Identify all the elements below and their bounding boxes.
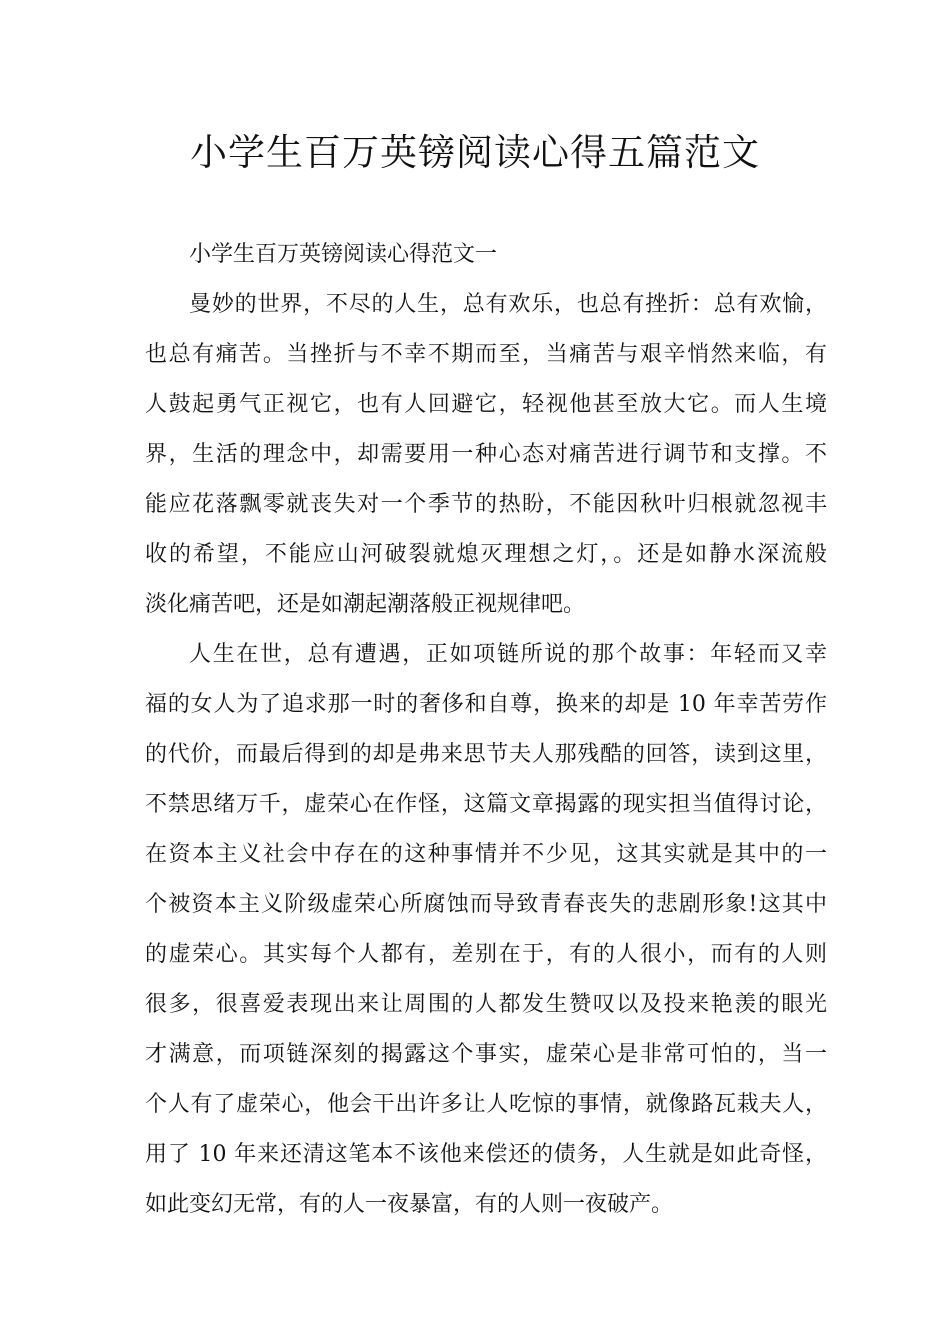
text-line: 个被资本主义阶级虚荣心所腐蚀而导致青春丧失的悲剧形象!这其中 bbox=[145, 892, 827, 917]
document-title: 小学生百万英镑阅读心得五篇范文 bbox=[190, 131, 760, 174]
paragraph-2 bbox=[145, 630, 827, 1230]
document-body bbox=[145, 230, 827, 1230]
text-line: 如此变幻无常，有的人一夜暴富，有的人则一夜破产。 bbox=[145, 1192, 674, 1217]
text-line: 很多，很喜爱表现出来让周围的人都发生赞叹以及投来艳羡的眼光 bbox=[145, 992, 827, 1017]
text-line: 的虚荣心。其实每个人都有，差别在于，有的人很小，而有的人则 bbox=[145, 942, 827, 967]
text-line: 不禁思绪万千，虚荣心在作怪，这篇文章揭露的现实担当值得讨论， bbox=[145, 792, 827, 817]
text-line: 福的女人为了追求那一时的奢侈和自尊，换来的却是 10 年幸苦劳作 bbox=[145, 692, 827, 717]
text-line: 个人有了虚荣心，他会干出许多让人吃惊的事情，就像路瓦栽夫人， bbox=[145, 1092, 827, 1117]
text-line: 能应花落飘零就丧失对一个季节的热盼，不能因秋叶归根就忽视丰 bbox=[145, 492, 827, 517]
text-line: 淡化痛苦吧，还是如潮起潮落般正视规律吧。 bbox=[145, 592, 586, 617]
text-line: 的代价，而最后得到的却是弗来思节夫人那残酷的回答，读到这里， bbox=[145, 742, 827, 767]
text-line: 人生在世，总有遭遇，正如项链所说的那个故事：年轻而又幸 bbox=[189, 642, 827, 667]
paragraph-1 bbox=[145, 280, 827, 630]
section-heading: 小学生百万英镑阅读心得范文一 bbox=[189, 242, 498, 267]
text-line: 才满意，而项链深刻的揭露这个事实，虚荣心是非常可怕的，当一 bbox=[145, 1042, 827, 1067]
text-line: 收的希望，不能应山河破裂就熄灭理想之灯，。还是如静水深流般 bbox=[145, 542, 827, 567]
text-line: 在资本主义社会中存在的这种事情并不少见，这其实就是其中的一 bbox=[145, 842, 827, 867]
text-line: 用了 10 年来还清这笔本不该他来偿还的债务，人生就是如此奇怪， bbox=[145, 1142, 827, 1167]
text-line: 界，生活的理念中，却需要用一种心态对痛苦进行调节和支撑。不 bbox=[145, 442, 827, 467]
text-line: 曼妙的世界，不尽的人生，总有欢乐，也总有挫折：总有欢愉， bbox=[189, 292, 827, 317]
text-line: 人鼓起勇气正视它，也有人回避它，轻视他甚至放大它。而人生境 bbox=[145, 392, 827, 417]
text-line: 也总有痛苦。当挫折与不幸不期而至，当痛苦与艰辛悄然来临，有 bbox=[145, 342, 827, 367]
